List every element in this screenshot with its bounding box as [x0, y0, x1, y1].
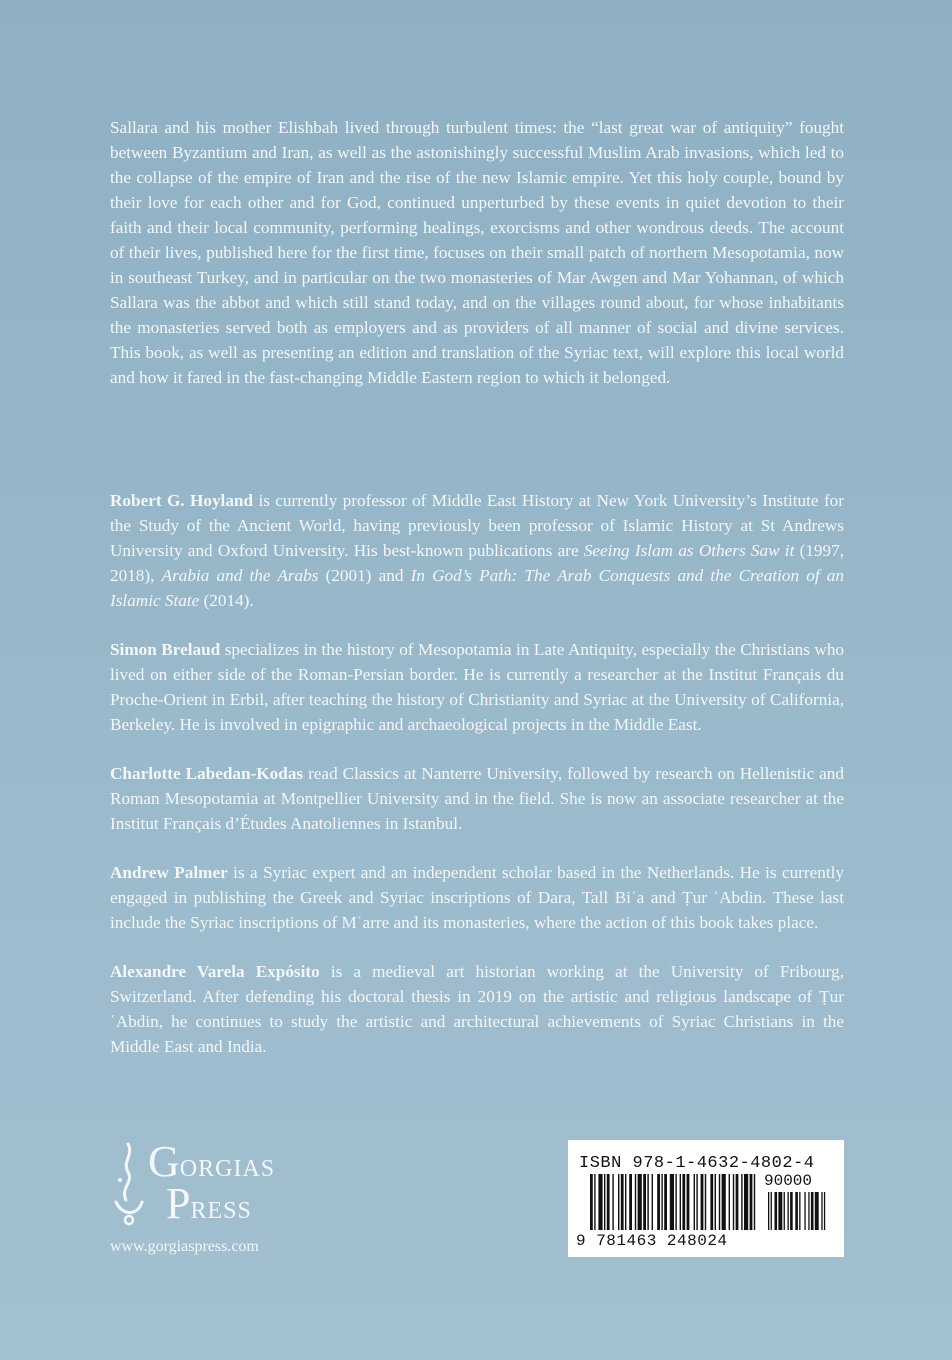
barcode-bar [625, 1174, 626, 1230]
barcode-bar [719, 1174, 720, 1230]
ean-digits: 9 781463 248024 [576, 1232, 728, 1250]
barcode-bar [705, 1174, 706, 1230]
author-name: Alexandre Varela Expósito [110, 962, 320, 981]
barcode-bar [687, 1174, 690, 1230]
logo-press [166, 1178, 252, 1229]
barcode-bar [652, 1174, 653, 1230]
barcode-bar [607, 1174, 610, 1230]
author-name: Simon Brelaud [110, 640, 221, 659]
barcode-bar [729, 1174, 730, 1230]
isbn-number: ISBN 978-1-4632-4802-4 [579, 1154, 815, 1173]
price-barcode-bar [815, 1192, 819, 1230]
bio-text: (2014). [199, 591, 254, 610]
price-barcode-bar [799, 1192, 800, 1230]
barcode-bar [733, 1174, 734, 1230]
barcode-bar [682, 1174, 685, 1230]
barcode-bar [643, 1174, 646, 1230]
price-code: 90000 [764, 1172, 813, 1190]
barcode-bar [680, 1174, 681, 1230]
price-barcode-bar [778, 1192, 782, 1230]
book-blurb: Sallara and his mother Elishbah lived through turbulent times: the “last great war of antiquity” fought between Byzantium and Iran, as well as the astonishingly successful Muslim Arab invasions, which led to the collapse of the empire of Iran and the rise of the new Islamic empire. Yet this holy couple, bound by their love for each other and for God, continued unperturbed by these events in quiet devotion to their faith and their local community, performing healings, exorcisms and other wondrous deeds. The account of their lives, published here for the first time, focuses on their small patch of northern Mesopotamia, now in southeast Turkey, and in particular on the two monasteries of Mar Awgen and Mar Yohannan, of which Sallara was the abbot and which still stand today, and on the villages round about, for whose inhabitants the monasteries served both as employers and as providers of all manner of social and divine services. This book, as well as presenting an edition and translation of the Syriac text, will explore this local world and how it fared in the fast-changing Middle Eastern region to which it belonged. [110, 118, 844, 387]
price-barcode-bar [811, 1192, 814, 1230]
barcode-bar [696, 1174, 697, 1230]
barcode-bar [629, 1174, 632, 1230]
book-title: Seeing Islam as Others Saw it [583, 541, 795, 560]
barcode-bar [638, 1174, 642, 1230]
price-barcode-bar [784, 1192, 785, 1230]
bio-brelaud [110, 637, 844, 737]
price-barcode-bar [821, 1192, 822, 1230]
book-title: In God’s Path: The Arab Conquests and the Creation of an Islamic State [110, 566, 844, 610]
price-barcode-bar [788, 1192, 789, 1230]
barcode-bar [715, 1174, 716, 1230]
logo-initial: G [148, 1137, 180, 1186]
barcode-bar [635, 1174, 636, 1230]
barcode-bar [664, 1174, 667, 1230]
logo-text: ORGIAS [179, 1156, 276, 1182]
bio-text: is currently professor of Middle East History at New York University’s Institute for the Study of the Ancient World, having previously been professor of Islamic History at St Andrews University and Oxford University. His best-known publications are [110, 491, 844, 560]
barcode-bar [647, 1174, 648, 1230]
bio-varela [110, 959, 844, 1059]
barcode-bar [744, 1174, 748, 1230]
book-title: Arabia and the Arabs [161, 566, 319, 585]
barcode-bar [736, 1174, 739, 1230]
author-name: Andrew Palmer [110, 863, 228, 882]
logo-text: RESS [190, 1198, 252, 1224]
barcode-bar [598, 1174, 602, 1230]
bio-text: is a Syriac expert and an independent scholar based in the Netherlands. He is currently engaged in publishing the Greek and Syriac inscriptions of Dara, Tall Biʿa and Ṭur ʿAbdin. These last include the Syriac inscriptions of Mʿarre and its monasteries, where the action of this book takes place. [110, 863, 844, 932]
logo-initial: P [166, 1179, 191, 1228]
bio-text: specializes in the history of Mesopotamia in Late Antiquity, especially the Christians who lived on either side of the Roman-Persian border. He is currently a researcher at the Institut Français du Proche-Orient in Erbil, after teaching the history of Christianity and Syriac at the University of California, Berkeley. He is involved in epigraphic and archaeological projects in the Middle East. [110, 640, 845, 734]
barcode-bar [670, 1174, 674, 1230]
price-barcode-bar [790, 1192, 793, 1230]
publisher-url[interactable]: www.gorgiaspress.com [110, 1238, 259, 1255]
author-name: Charlotte Labedan-Kodas [110, 764, 304, 783]
author-name: Robert G. Hoyland [110, 491, 254, 510]
barcode-bar [675, 1174, 676, 1230]
bio-text: is a medieval art historian working at the University of Fribourg, Switzerland. After defending his doctoral thesis in 2019 on the artistic and religious landscape of Ṭur ʿAbdin, he continues to study the artistic and architectural achievements of Syriac Christians in the Middle East and India. [110, 962, 844, 1056]
publisher-logo [108, 1137, 328, 1270]
bio-text: read Classics at Nanterre University, followed by research on Hellenistic and Roman Mesopotamia at Montpellier University and in the field. She is now an associate researcher at the Institut Français d’Études Anatoliennes in Istanbul. [110, 764, 844, 833]
barcode-bar [618, 1174, 619, 1230]
barcode-bar [722, 1174, 726, 1230]
barcode-bar [701, 1174, 704, 1230]
barcode-bar [694, 1174, 695, 1230]
barcode-bar [657, 1174, 660, 1230]
isbn-barcode [568, 1140, 844, 1257]
price-barcode-bar [795, 1192, 798, 1230]
barcode-bar [604, 1174, 605, 1230]
price-barcode-bar [824, 1192, 825, 1230]
barcode-bar [750, 1174, 753, 1230]
author-bios [110, 488, 844, 1083]
price-barcode-bar [771, 1192, 772, 1230]
barcode-bar [590, 1174, 593, 1230]
price-barcode-bar [808, 1192, 809, 1230]
barcode-bar [621, 1174, 624, 1230]
bio-palmer [110, 860, 844, 935]
barcode-bar [741, 1174, 742, 1230]
bio-text: (2001) and [318, 566, 411, 585]
bio-text: (1997, 2018), [110, 541, 845, 585]
barcode-bar [612, 1174, 613, 1230]
price-barcode-bar [768, 1192, 769, 1230]
barcode-bar [710, 1174, 713, 1230]
barcode-bar [594, 1174, 595, 1230]
price-barcode-bar [804, 1192, 805, 1230]
barcode-bar [661, 1174, 662, 1230]
price-barcode-bar [775, 1192, 778, 1230]
bio-labedan-kodas [110, 761, 844, 836]
barcode-bar [754, 1174, 755, 1230]
calligraphy-emblem-icon [108, 1140, 148, 1230]
barcode-bars [590, 1174, 830, 1234]
bio-hoyland [110, 488, 844, 613]
